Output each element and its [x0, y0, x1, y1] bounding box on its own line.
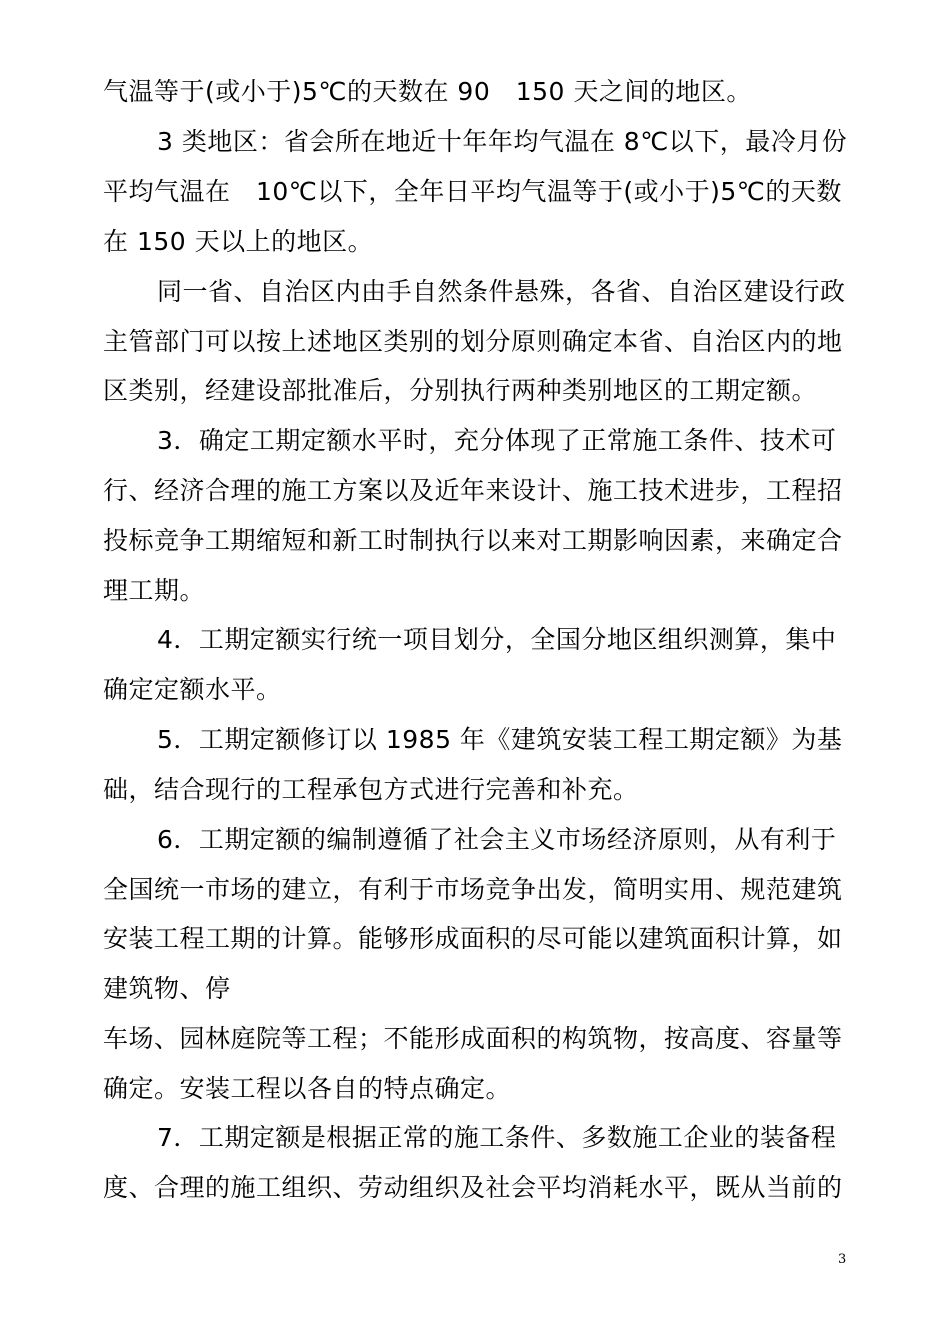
text-line: 确定。安装工程以各自的特点确定。 — [103, 1074, 512, 1103]
text-line: 平均气温在 10℃以下，全年日平均气温等于(或小于)5℃的天数 — [103, 177, 842, 206]
text-line: 度、合理的施工组织、劳动组织及社会平均消耗水平，既从当前的 — [103, 1173, 843, 1202]
text-line: 础，结合现行的工程承包方式进行完善和补充。 — [103, 775, 639, 804]
text-line: 行、经济合理的施工方案以及近年来设计、施工技术进步，工程招 — [103, 476, 843, 505]
text-line: 6．工期定额的编制遵循了社会主义市场经济原则，从有利于 — [157, 825, 837, 854]
text-line: 理工期。 — [103, 576, 206, 605]
text-line: 全国统一市场的建立，有利于市场竞争出发，简明实用、规范建筑 — [103, 875, 843, 904]
text-line: 3 类地区：省会所在地近十年年均气温在 8℃以下，最冷月份 — [157, 127, 848, 156]
text-line: 在 150 天以上的地区。 — [103, 227, 374, 256]
text-line: 确定定额水平。 — [103, 675, 282, 704]
text-line: 安装工程工期的计算。能够形成面积的尽可能以建筑面积计算，如 — [103, 924, 843, 953]
text-line: 气温等于(或小于)5℃的天数在 90 150 天之间的地区。 — [103, 77, 752, 106]
text-line: 同一省、自治区内由手自然条件悬殊，各省、自治区建设行政 — [157, 277, 846, 306]
text-line: 3．确定工期定额水平时，充分体现了正常施工条件、技术可 — [157, 426, 837, 455]
text-line: 5．工期定额修订以 1985 年《建筑安装工程工期定额》为基 — [157, 725, 843, 754]
text-line: 7．工期定额是根据正常的施工条件、多数施工企业的装备程 — [157, 1123, 837, 1152]
text-line: 区类别，经建设部批准后，分别执行两种类别地区的工期定额。 — [103, 376, 818, 405]
text-line: 主管部门可以按上述地区类别的划分原则确定本省、自治区内的地 — [103, 327, 843, 356]
page-number: 3 — [838, 1252, 847, 1267]
text-line: 4．工期定额实行统一项目划分，全国分地区组织测算，集中 — [157, 625, 837, 654]
text-line: 投标竞争工期缩短和新工时制执行以来对工期影响因素，来确定合 — [103, 526, 843, 555]
text-line: 车场、园林庭院等工程；不能形成面积的构筑物，按高度、容量等 — [103, 1024, 843, 1053]
text-line: 建筑物、停 — [103, 974, 231, 1003]
